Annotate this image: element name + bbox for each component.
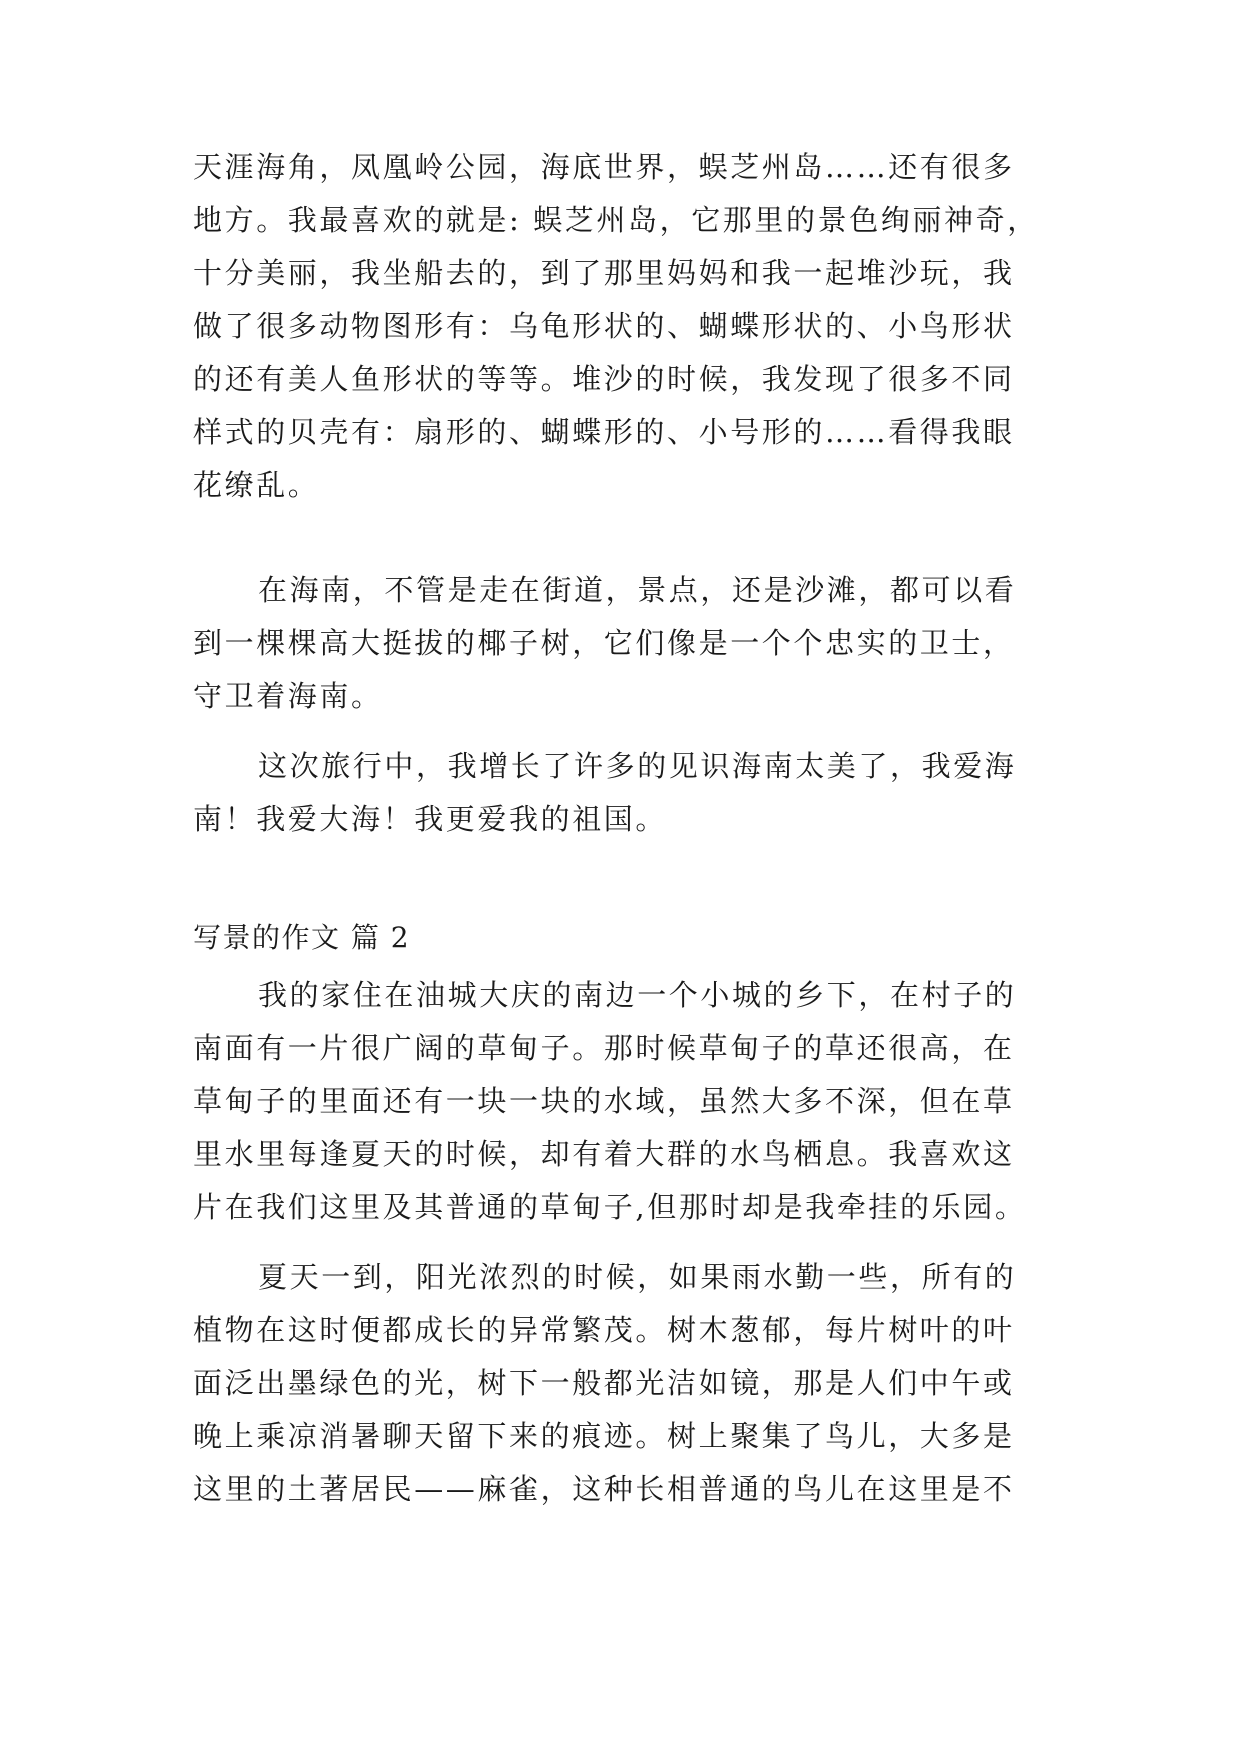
- text-line: 这里的土著居民——麻雀，这种长相普通的鸟儿在这里是不: [193, 1472, 1015, 1506]
- text-line: 花缭乱。: [193, 468, 320, 502]
- text-line: 植物在这时便都成长的异常繁茂。树木葱郁，每片树叶的叶: [193, 1313, 1015, 1347]
- text-line: 守卫着海南。: [193, 679, 383, 713]
- text-line: 地方。我最喜欢的就是: 蜈芝州岛，它那里的景色绚丽神奇，: [193, 203, 1039, 237]
- text-line: 面泛出墨绿色的光，树下一般都光洁如镜，那是人们中午或: [193, 1366, 1015, 1400]
- text-line: 这次旅行中，我增长了许多的见识海南太美了，我爱海: [258, 749, 1017, 783]
- text-line: 十分美丽，我坐船去的，到了那里妈妈和我一起堆沙玩，我: [193, 256, 1015, 290]
- text-line: 里水里每逢夏天的时候，却有着大群的水鸟栖息。我喜欢这: [193, 1137, 1015, 1171]
- section-heading: 写景的作文 篇 2: [193, 921, 411, 954]
- text-line: 天涯海角，凤凰岭公园，海底世界，蜈芝州岛……还有很多: [193, 150, 1015, 184]
- text-line: 在海南，不管是走在街道，景点，还是沙滩，都可以看: [258, 573, 1017, 607]
- text-line: 南面有一片很广阔的草甸子。那时候草甸子的草还很高，在: [193, 1031, 1015, 1065]
- text-line: 的还有美人鱼形状的等等。堆沙的时候，我发现了很多不同: [193, 362, 1015, 396]
- text-line: 夏天一到，阳光浓烈的时候，如果雨水勤一些，所有的: [258, 1260, 1017, 1294]
- text-line: 我的家住在油城大庆的南边一个小城的乡下，在村子的: [258, 978, 1017, 1012]
- text-line: 片在我们这里及其普通的草甸子,但那时却是我牵挂的乐园。: [193, 1190, 1027, 1224]
- text-line: 到一棵棵高大挺拔的椰子树，它们像是一个个忠实的卫士，: [193, 626, 1015, 660]
- text-line: 南！我爱大海！我更爱我的祖国。: [193, 802, 668, 836]
- text-line: 草甸子的里面还有一块一块的水域，虽然大多不深，但在草: [193, 1084, 1015, 1118]
- text-line: 样式的贝壳有：扇形的、蝴蝶形的、小号形的……看得我眼: [193, 415, 1015, 449]
- text-line: 做了很多动物图形有：乌龟形状的、蝴蝶形状的、小鸟形状: [193, 309, 1015, 343]
- text-line: 晚上乘凉消暑聊天留下来的痕迹。树上聚集了鸟儿，大多是: [193, 1419, 1015, 1453]
